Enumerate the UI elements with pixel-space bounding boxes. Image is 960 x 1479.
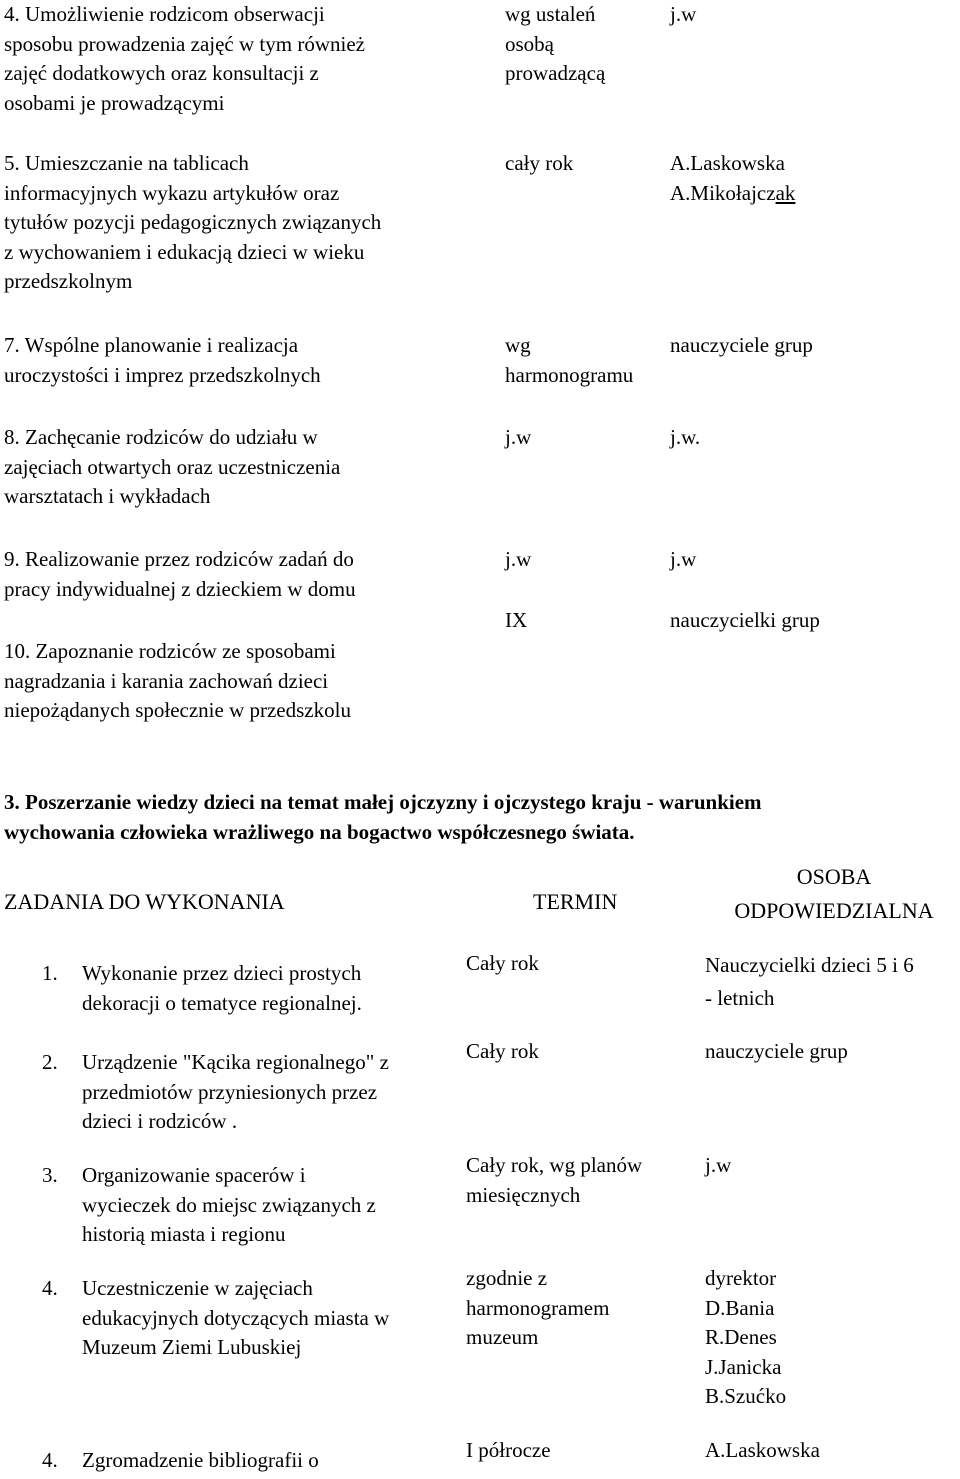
- section-heading-line: 3. Poszerzanie wiedzy dzieci na temat małej ojczyzny i ojczystego kraju - warunkiem: [4, 790, 762, 814]
- item-number: 3.: [42, 1163, 58, 1187]
- term-line: wg: [505, 333, 531, 357]
- responsible-line: B.Szućko: [705, 1384, 787, 1408]
- responsible-text: [670, 606, 820, 636]
- term-text: [466, 1436, 551, 1466]
- task-line: 9. Realizowanie przez rodziców zadań do: [4, 547, 354, 571]
- task-text: [4, 423, 340, 512]
- responsible-line: j.w: [705, 1153, 732, 1177]
- task-line: Zgromadzenie bibliografii o: [82, 1448, 319, 1472]
- term-line: miesięcznych: [466, 1182, 581, 1207]
- term-text: [466, 949, 539, 979]
- responsible-line: A.Laskowska: [670, 151, 785, 175]
- section-heading-line: wychowania człowieka wrażliwego na bogactwo współczesnego świata.: [4, 819, 635, 844]
- task-text: [4, 331, 321, 390]
- task-line: historią miasta i regionu: [82, 1222, 286, 1246]
- task-line: 10. Zapoznanie rodziców ze sposobami: [4, 639, 336, 663]
- task-text: [82, 959, 362, 1018]
- responsible-text: [705, 949, 914, 1015]
- task-line: zajęć dodatkowych oraz konsultacji z: [4, 61, 319, 85]
- responsible-line: D.Bania: [705, 1295, 775, 1320]
- task-line: z wychowaniem i edukacją dzieci w wieku: [4, 239, 365, 264]
- task-text: [4, 149, 381, 297]
- responsible-fragment: A.Mikołajcz: [670, 180, 776, 205]
- term-text: [505, 545, 531, 575]
- term-text: [466, 1037, 539, 1067]
- term-line: harmonogramu: [505, 362, 634, 387]
- responsible-text: [705, 1264, 786, 1412]
- task-line: Uczestniczenie w zajęciach: [82, 1276, 313, 1300]
- responsible-text: [670, 545, 696, 575]
- task-line: 5. Umieszczanie na tablicach: [4, 151, 249, 175]
- responsible-text: [705, 1436, 820, 1466]
- task-line: osobami je prowadzącymi: [4, 90, 225, 115]
- term-line: Cały rok: [466, 1039, 539, 1063]
- task-line: dzieci i rodziców .: [82, 1109, 238, 1133]
- task-line: przedmiotów przyniesionych przez: [82, 1079, 378, 1104]
- column-header-term: TERMIN: [533, 889, 618, 914]
- term-text: [505, 606, 527, 636]
- term-text: [505, 0, 605, 89]
- responsible-line: [670, 179, 795, 209]
- responsible-line: Nauczycielki dzieci 5 i 6: [705, 953, 914, 977]
- term-line: j.w: [505, 547, 532, 571]
- item-number: 4.: [42, 1448, 58, 1472]
- task-text: [4, 545, 356, 604]
- task-line: 4. Umożliwienie rodzicom obserwacji: [4, 2, 325, 26]
- column-header-tasks: ZADANIA DO WYKONANIA: [4, 889, 285, 914]
- task-line: nagradzania i karania zachowań dzieci: [4, 668, 329, 693]
- term-text: [505, 149, 573, 179]
- task-line: sposobu prowadzenia zajęć w tym również: [4, 31, 365, 56]
- term-line: harmonogramem: [466, 1295, 610, 1320]
- task-text: [4, 0, 365, 118]
- responsible-fragment-underlined: ak: [775, 180, 796, 205]
- task-line: informacyjnych wykazu artykułów oraz: [4, 180, 340, 205]
- term-text: [505, 423, 531, 453]
- task-line: uroczystości i imprez przedszkolnych: [4, 362, 321, 387]
- responsible-line: - letnich: [705, 986, 775, 1010]
- task-line: Urządzenie "Kącika regionalnego" z: [82, 1050, 389, 1074]
- responsible-line: nauczyciele grup: [670, 333, 813, 357]
- task-line: edukacyjnych dotyczących miasta w: [82, 1305, 390, 1330]
- term-line: IX: [505, 608, 528, 632]
- responsible-line: nauczyciele grup: [705, 1039, 848, 1063]
- task-line: tytułów pozycji pedagogicznych związanych: [4, 210, 382, 234]
- task-text: [82, 1274, 389, 1363]
- task-line: dekoracji o tematyce regionalnej.: [82, 990, 362, 1015]
- responsible-line: dyrektor: [705, 1266, 777, 1290]
- responsible-line: A.Laskowska: [705, 1438, 820, 1462]
- task-line: Muzeum Ziemi Lubuskiej: [82, 1335, 302, 1359]
- item-number: 4.: [42, 1276, 58, 1300]
- task-text: [82, 1446, 319, 1476]
- task-text: [82, 1161, 376, 1250]
- responsible-text: [705, 1037, 848, 1067]
- responsible-line: nauczycielki grup: [670, 608, 820, 632]
- task-text: [82, 1048, 389, 1137]
- term-line: j.w: [505, 425, 532, 449]
- responsible-line: j.w.: [670, 425, 701, 449]
- column-header-line: ODPOWIEDZIALNA: [734, 898, 934, 923]
- term-line: cały rok: [505, 151, 574, 175]
- task-line: wycieczek do miejsc związanych z: [82, 1192, 376, 1217]
- section-heading: [4, 788, 762, 847]
- task-text: [4, 637, 351, 726]
- task-line: Organizowanie spacerów i: [82, 1163, 306, 1187]
- item-number: 2.: [42, 1050, 58, 1074]
- responsible-text: [670, 331, 813, 361]
- term-text: [466, 1264, 609, 1353]
- term-line: Cały rok, wg planów: [466, 1153, 643, 1177]
- column-header-line: OSOBA: [796, 864, 872, 889]
- task-line: warsztatach i wykładach: [4, 484, 211, 508]
- task-line: niepożądanych społecznie w przedszkolu: [4, 698, 351, 722]
- task-line: przedszkolnym: [4, 269, 133, 293]
- task-line: 8. Zachęcanie rodziców do udziału w: [4, 425, 318, 449]
- responsible-line: j.w: [670, 2, 697, 26]
- term-line: wg ustaleń: [505, 2, 596, 26]
- item-number: 1.: [42, 961, 58, 985]
- term-text: [466, 1151, 642, 1210]
- responsible-text: [670, 149, 795, 208]
- term-line: I półrocze: [466, 1438, 551, 1462]
- task-line: Wykonanie przez dzieci prostych: [82, 961, 362, 985]
- term-line: osobą: [505, 31, 554, 56]
- term-line: zgodnie z: [466, 1266, 548, 1290]
- term-line: muzeum: [466, 1325, 539, 1349]
- responsible-text: [670, 0, 696, 30]
- responsible-line: j.w: [670, 547, 697, 571]
- task-line: zajęciach otwartych oraz uczestniczenia: [4, 454, 341, 479]
- task-line: pracy indywidualnej z dzieckiem w domu: [4, 576, 356, 601]
- term-text: [505, 331, 633, 390]
- responsible-line: R.Denes: [705, 1325, 777, 1349]
- term-line: Cały rok: [466, 951, 539, 975]
- task-line: 7. Wspólne planowanie i realizacja: [4, 333, 299, 357]
- column-header-responsible: [714, 860, 954, 928]
- term-line: prowadzącą: [505, 61, 606, 85]
- responsible-text: [670, 423, 700, 453]
- responsible-text: [705, 1151, 731, 1181]
- responsible-line: J.Janicka: [705, 1354, 782, 1379]
